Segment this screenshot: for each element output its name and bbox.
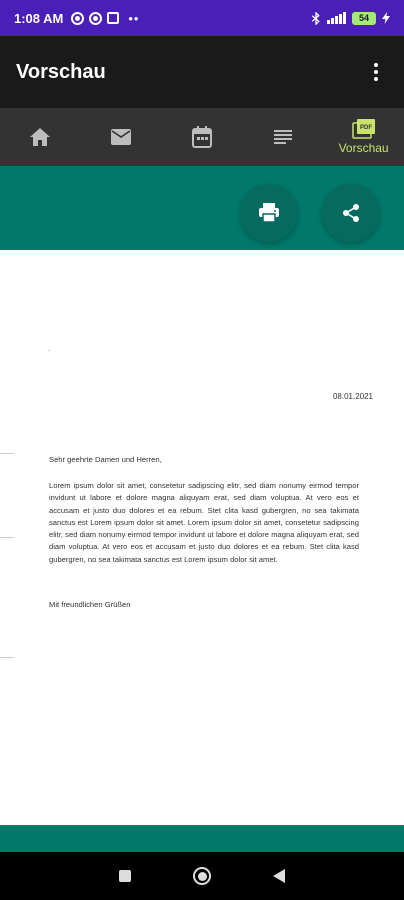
document-body: Lorem ipsum dolor sit amet, consetetur sadipscing elitr, sed diam nonumy eirmod tempor invidunt ut labore et dolore magna aliquyam erat, sed diam voluptua. At vero eos et accusam et justo duo dolores et ea rebum. Stet clita kasd gubergren, no sea takimata sanctus est Lorem ipsum dolor sit amet. Lorem ipsum dolor sit amet, consetetur sadipscing elitr, sed diam nonumy eirmod tempor invidunt ut labore et dolore magna aliquyam erat, sed diam voluptua. At vero eos et accusam et justo duo dolores et ea rebum. Stet clita kasd gubergren, no sea takimata sanctus est Lorem ipsum dolor sit amet. <box>49 481 359 564</box>
fold-mark <box>0 453 14 454</box>
signal-icon <box>327 12 346 24</box>
document-preview[interactable] <box>0 250 404 825</box>
tab-label: Vorschau <box>338 141 389 155</box>
document-date: 08.01.2021 <box>332 392 373 401</box>
action-area <box>0 166 404 250</box>
page-title: Vorschau <box>16 60 106 83</box>
calendar-notification-icon <box>107 12 119 24</box>
status-time: 1:08 AM <box>14 10 64 26</box>
status-right <box>311 12 390 25</box>
share-icon <box>341 203 361 223</box>
tab-text[interactable] <box>242 108 323 166</box>
print-button[interactable] <box>240 184 298 242</box>
tab-home[interactable] <box>0 108 81 166</box>
document-closing: Mit freundlichen Grüßen <box>49 600 131 609</box>
fold-mark <box>0 537 14 538</box>
charging-icon <box>382 12 390 24</box>
notification-icon <box>71 12 84 25</box>
share-button[interactable] <box>322 184 380 242</box>
pdf-icon <box>352 119 376 139</box>
battery-icon: 54 <box>352 12 376 25</box>
notification-icon <box>89 12 102 25</box>
back-button[interactable] <box>273 869 285 883</box>
home-icon <box>29 127 51 147</box>
app-bar <box>0 36 404 108</box>
system-nav-bar <box>0 852 404 900</box>
more-notifications-icon: •• <box>128 10 140 26</box>
text-lines-icon <box>273 129 293 145</box>
status-notification-icons <box>71 11 139 26</box>
bluetooth-icon <box>311 12 321 25</box>
recents-button[interactable] <box>119 870 131 882</box>
bottom-strip <box>0 825 404 852</box>
more-vert-icon[interactable] <box>364 52 388 92</box>
tab-bar <box>0 108 404 166</box>
document-mark: . <box>48 344 51 353</box>
status-bar <box>0 0 404 36</box>
document-salutation: Sehr geehrte Damen und Herren, <box>49 455 162 464</box>
fold-mark <box>0 657 14 658</box>
svg-text:PDF: PDF <box>359 125 372 131</box>
tab-mail[interactable] <box>81 108 162 166</box>
tab-vorschau[interactable] <box>323 108 404 166</box>
tab-calendar[interactable] <box>162 108 243 166</box>
print-icon <box>258 203 280 223</box>
home-button[interactable] <box>193 867 211 885</box>
calendar-icon <box>192 126 212 148</box>
mail-icon <box>110 128 132 146</box>
